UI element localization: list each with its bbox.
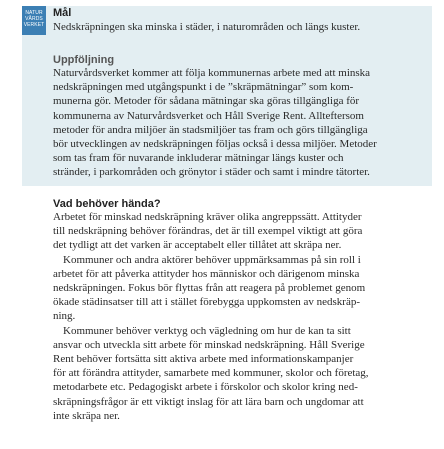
text-line: det tydligt att det varken är acceptabelt eller tillåtet att skräpa ner. — [53, 239, 342, 252]
text-line: arbetet för att påverka attityder hos människor och därigenom minska — [53, 267, 360, 280]
text-line: för att förändra attityder, samarbete med kommuner, skolor och företag, — [53, 367, 369, 380]
text-line: bör utvecklingen av nedskräpningen följas också i dessa miljöer. Metoder — [53, 138, 377, 151]
text-line: nedskräpningen. Fokus bör flyttas från att reagera på problemet genom — [53, 282, 366, 295]
text-line: metoder för andra miljöer än stadsmiljöer tas fram och görs tillgängliga — [53, 123, 368, 136]
logo-line: VÅRDS — [25, 16, 43, 22]
text-line: Arbetet för minskad nedskräpning kräver olika angreppssätt. Attityder — [53, 211, 362, 223]
section-body — [53, 210, 433, 423]
text-line: munerna gör. Metoder för sådana mätningar ska göras tillgängliga för — [53, 95, 360, 108]
text-line: Kommuner behöver verktyg och vägledning om hur de kan ta sitt — [63, 324, 351, 337]
goal-heading: Mål — [53, 7, 72, 19]
followup-heading: Uppföljning — [53, 54, 115, 66]
text-line: metodarbete etc. Pedagogiskt arbete i förskolor och skolor kring ned- — [53, 381, 358, 394]
logo-line: NATUR — [25, 10, 43, 16]
text-line: Rent behöver fortsätta sitt aktiva arbete med informationskampanjer — [53, 353, 354, 366]
naturvardsverket-logo — [22, 6, 46, 35]
text-line: Naturvårdsverket kommer att följa kommunernas arbete med att minska — [53, 67, 371, 79]
text-line: ökade städinsatser till att i stället förebygga uppkomsten av nedskräp- — [53, 296, 361, 309]
text-line: nedskräpningen med utgångspunkt i de ”skräpmätningar” som kom- — [53, 81, 354, 94]
text-line: ansvar och utveckla sitt arbete för minskad nedskräpning. Håll Sverige — [53, 338, 365, 351]
goal-text: Nedskräpningen ska minska i städer, i naturområden och längs kuster. — [53, 21, 361, 33]
text-line: ning. — [53, 310, 76, 323]
text-line: som tas fram för nuvarande inkluderar mätningar längs kuster och — [53, 152, 344, 165]
text-line: kommunerna av Naturvårdsverket och Håll Sverige Rent. Allteftersom — [53, 109, 364, 122]
text-line: stränder, i parkområden och grönytor i städer och samt i mindre tätorter. — [53, 166, 370, 179]
section-heading: Vad behöver hända? — [53, 198, 161, 210]
text-line: till nedskräpning behöver förändras, det är till exempel viktigt att göra — [53, 225, 363, 238]
text-line: skräpningsfrågor är ett viktigt inslag för att lära barn och ungdomar att — [53, 395, 364, 408]
text-line: Kommuner och andra aktörer behöver uppmärksammas på sin roll i — [63, 253, 361, 266]
logo-line: VERKET — [23, 22, 45, 28]
followup-text — [53, 66, 429, 180]
text-line: inte skräpa ner. — [53, 409, 120, 422]
